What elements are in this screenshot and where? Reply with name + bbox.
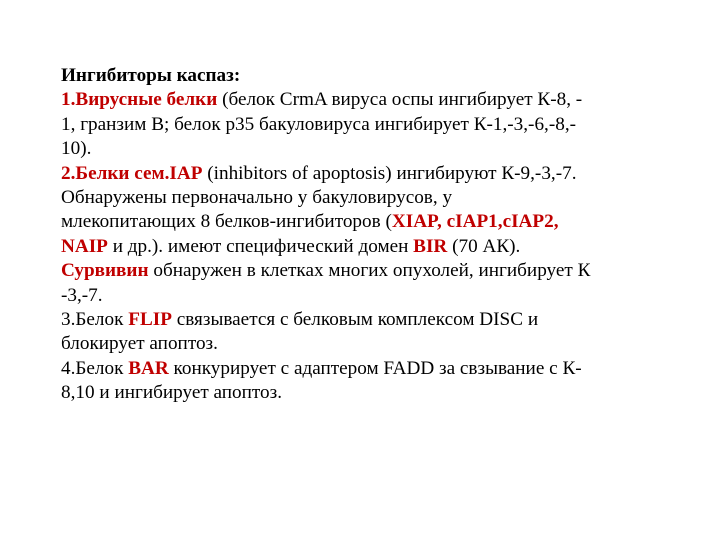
item-2-line-1 — [61, 162, 679, 186]
item-1-heading: 1.Вирусные белки — [61, 89, 218, 111]
ciap2-term: cIAP2 — [502, 211, 554, 233]
item-2-heading: 2.Белки сем.IAP — [61, 162, 203, 184]
slide-title: Ингибиторы каспаз: — [61, 65, 241, 86]
sep-3: , — [553, 211, 559, 233]
item-3-line-2: блокирует апоптоз. — [61, 333, 218, 355]
flip-term: FLIP — [128, 309, 172, 331]
item-3-prefix: 3.Белок — [61, 309, 129, 331]
item-1-text-a: (белок CrmA вируса оспы ингибирует К-8, - — [217, 89, 583, 111]
item-2-text-e: (70 АК). — [447, 235, 521, 257]
sep-1: , — [437, 211, 447, 233]
item-2-line-6: -3,-7. — [61, 284, 103, 306]
survivin-term: Сурвивин — [61, 260, 149, 282]
item-2-line-3 — [61, 210, 679, 234]
item-2-text-a: (inhibitors of apoptosis) ингибируют К-9,-3,-7. — [202, 162, 577, 184]
item-2-line-2: Обнаружены первоначально у бакуловирусов, у — [61, 187, 453, 209]
item-1-line-1 — [61, 88, 679, 112]
ciap1-term: cIAP1 — [446, 211, 498, 233]
item-4-text-a: конкурирует с адаптером FADD за свзывание с К- — [168, 357, 582, 379]
bar-term: BAR — [128, 357, 169, 379]
slide-text-block — [61, 64, 679, 406]
item-3-line-1 — [61, 308, 679, 332]
item-2-text-d: и др.). имеют специфический домен — [107, 235, 414, 257]
sep-2: , — [497, 211, 503, 233]
item-2-line-4 — [61, 235, 679, 259]
xiap-term: XIAP — [391, 211, 438, 233]
item-2-text-f: обнаружен в клетках многих опухолей, ингибирует К — [148, 260, 591, 282]
naip-term: NAIP — [61, 235, 108, 257]
item-3-text-a: связывается с белковым комплексом DISC и — [171, 309, 539, 331]
item-4-line-1 — [61, 357, 679, 381]
item-1-line-3: 10). — [61, 138, 92, 160]
item-1-line-2: 1, гранзим В; белок р35 бакуловируса ингибирует К-1,-3,-6,-8,- — [61, 113, 577, 135]
item-2-line-5 — [61, 259, 679, 283]
item-4-line-2: 8,10 и ингибирует апоптоз. — [61, 382, 283, 404]
bir-term: BIR — [413, 235, 448, 257]
item-2-text-c: млекопитающих 8 белков-ингибиторов ( — [61, 211, 392, 233]
item-4-prefix: 4.Белок — [61, 357, 129, 379]
